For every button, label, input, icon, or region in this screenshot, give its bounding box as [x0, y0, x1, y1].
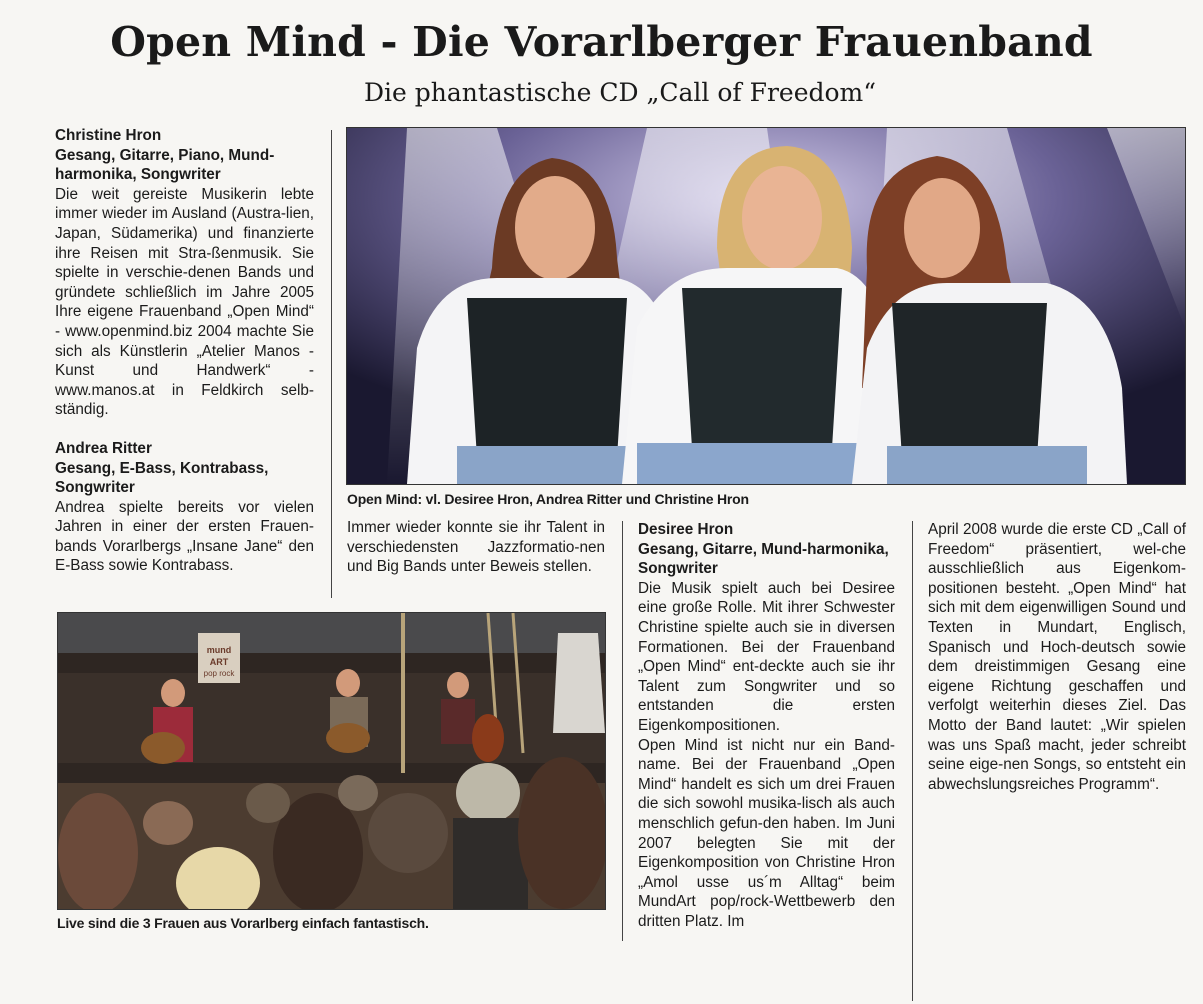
live-photo-image [58, 613, 605, 909]
live-photo-caption: Live sind die 3 Frauen aus Vorarlberg einfach fantastisch. [57, 915, 429, 931]
band-photo-caption: Open Mind: vl. Desiree Hron, Andrea Ritter und Christine Hron [347, 491, 749, 507]
andrea-bio: Andrea spielte bereits vor vielen Jahren in einer der ersten Frauen-bands Vorarlbergs „Insane Jane“ den E-Bass sowie Kontrabass. [55, 498, 314, 575]
desiree-name: Desiree Hron [638, 521, 734, 538]
desiree-role: Gesang, Gitarre, Mund-harmonika, Songwriter [638, 540, 889, 578]
live-photo [57, 612, 606, 910]
andrea-bio-continued: Immer wieder konnte sie ihr Talent in verschiedensten Jazzformatio-nen und Big Bands unter Beweis stellen. [347, 519, 605, 576]
christine-bio: Die weit gereiste Musikerin lebte immer wieder im Ausland (Austra-lien, Japan, Südamerika) und finanzierte ihre Reisen mit Stra-ßenmusik. Sie spielte in verschie-denen Bands und gründete schließlich im Jahre 2005 Ihre eigene Frauenband „Open Mind“ - www.openmind.biz 2004 machte Sie sich als Künstlerin „Atelier Manos - Kunst und Handwerk“ - www.manos.at in Feldkirch selb-ständig. [55, 185, 314, 419]
christine-name: Christine Hron [55, 127, 162, 144]
andrea-role: Gesang, E-Bass, Kontrabass, Songwriter [55, 459, 269, 497]
headline: Open Mind - Die Vorarlberger Frauenband [110, 18, 1093, 66]
column-1 [55, 126, 314, 576]
band-description: Open Mind ist nicht nur ein Band-name. Bei der Frauenband „Open Mind“ handelt es sich um drei Frauen die sich sowohl musika-lisch als auch menschlich gefun-den haben. Im Juni 2007 belegten Sie mit der Eigenkomposition von Christine Hron „Amol usse us´m Alltag“ beim MundArt pop/rock-Wettbewerb den dritten Platz. Im [638, 736, 895, 930]
svg-text:pop rock: pop rock [203, 669, 235, 678]
svg-text:ART: ART [209, 657, 229, 667]
christine-role: Gesang, Gitarre, Piano, Mund-harmonika, Songwriter [55, 146, 275, 184]
subheadline: Die phantastische CD „Call of Freedom“ [363, 78, 877, 107]
column-divider [331, 130, 332, 598]
cd-release-text: April 2008 wurde die erste CD „Call of Freedom“ präsentiert, wel-che ausschließlich aus Eigenkom-positionen besteht. „Open Mind“ hat sich mit dem eigenwilligen Sound und Texten in Mundart, Englisch, Spanisch und Hoch-deutsch sowie dem dreistimmigen Gesang eine eigene Richtung geschaffen und verfolgt weiterhin dieses Ziel. Das Motto der Band lautet: „Wir spielen was uns Spaß macht, jeder schreibt seine eige-nen Songs, so entsteht ein abwechslungsreiches Programm“. [928, 521, 1186, 793]
band-photo [346, 127, 1186, 485]
column-2-continued [347, 518, 605, 577]
desiree-bio: Die Musik spielt auch bei Desiree eine große Rolle. Mit ihrer Schwester Christine spielte auch sie in diversen Formationen. Bei der Frauenband „Open Mind“ ent-deckte auch sie ihr Talent zum Songwriter und so entstanden die ersten Eigenkompositionen. [638, 579, 895, 734]
column-4 [928, 520, 1186, 794]
stage-sign-text: mund [206, 645, 232, 655]
column-divider [912, 521, 913, 1001]
column-3 [638, 520, 895, 931]
andrea-name: Andrea Ritter [55, 439, 152, 457]
column-divider [622, 521, 623, 941]
band-photo-image [347, 128, 1185, 484]
